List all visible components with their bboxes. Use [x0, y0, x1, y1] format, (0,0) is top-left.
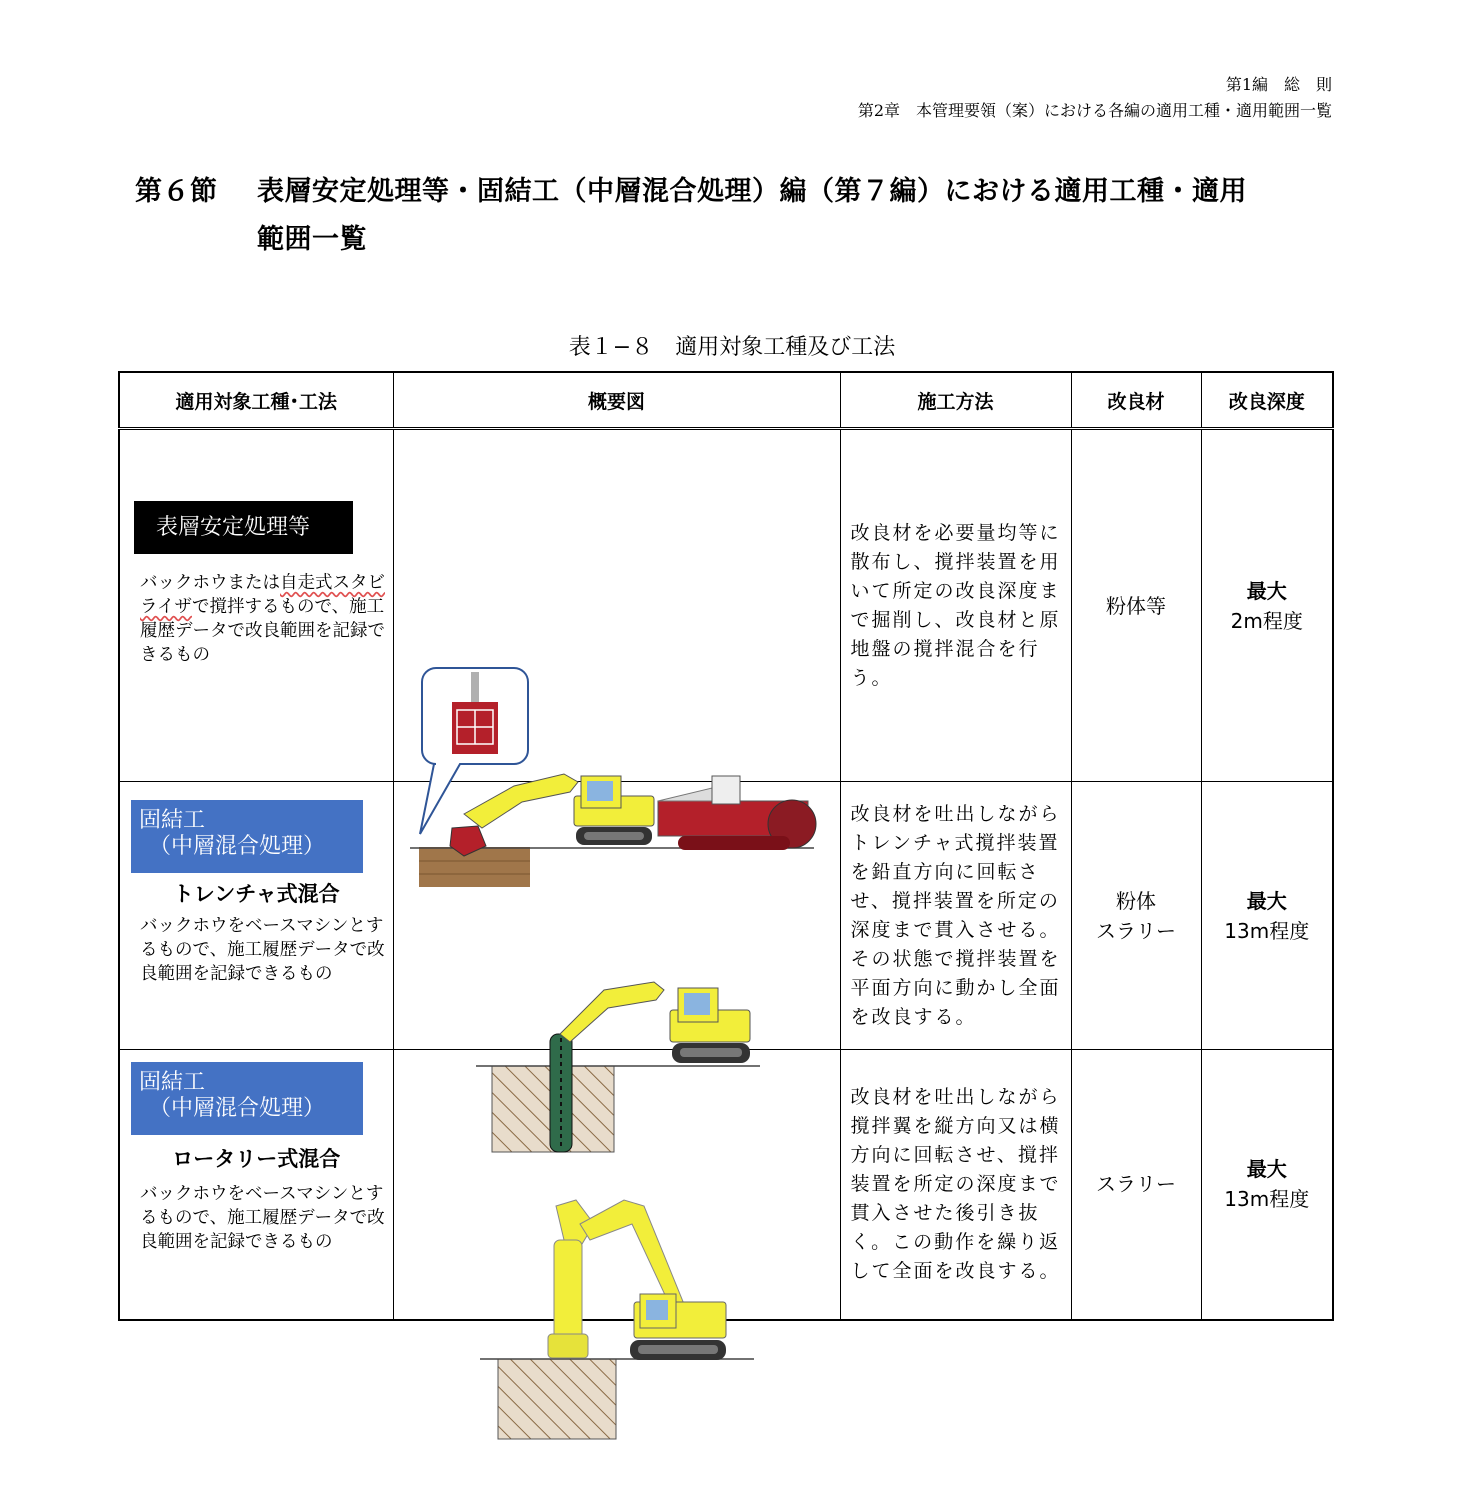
depth-label: 最大 [1246, 888, 1287, 913]
material-cell [1071, 782, 1201, 1050]
section-title-line2: 範囲一覧 [257, 224, 367, 255]
method-description: バックホウをベースマシンとするもので、施工履歴データで改良範囲を記録できるもの [140, 916, 385, 984]
method-table [118, 371, 1334, 1321]
badge-line: （中層混合処理） [149, 834, 326, 859]
depth-value: 2m程度 [1230, 608, 1303, 633]
desc-text: で撹拌するもので、施工履歴データで改良範囲を記録できるもの [140, 597, 385, 665]
header-cell: 改良深度 [1201, 372, 1333, 429]
desc-highlight: 自走式スタビライザ [140, 573, 385, 617]
depth-label: 最大 [1246, 578, 1287, 603]
material-cell: 粉体等 [1071, 429, 1201, 782]
badge-line: （中層混合処理） [149, 1096, 326, 1121]
table-caption: 表１−８ 適用対象工種及び工法 [568, 335, 896, 360]
depth-value: 13m程度 [1224, 918, 1310, 943]
diagram-cell [393, 1050, 840, 1320]
method-procedure: 改良材を必要量均等に散布し、撹拌装置を用いて所定の改良深度まで掘削し、改良材と原地盤の撹拌混合を行う。 [840, 429, 1071, 782]
rotary-diagram [394, 1184, 841, 1454]
diagram-cell [393, 782, 840, 1050]
header-part: 第1編 総 則 [1225, 75, 1332, 94]
badge-line: 固結工 [139, 1070, 206, 1095]
desc-text: バックホウまたは [140, 573, 280, 593]
section-number: 第６節 [135, 176, 218, 207]
badge-line: 固結工 [139, 808, 206, 833]
section-title-line1: 表層安定処理等・固結工（中層混合処理）編（第７編）における適用工種・適用 [257, 176, 1247, 207]
section-title [135, 168, 1335, 264]
table-header-row [119, 372, 1333, 429]
header-cell: 適用対象工種･工法 [119, 372, 393, 429]
diagram-cell [393, 429, 840, 782]
method-badge: 表層安定処理等 [134, 501, 353, 554]
method-description [140, 571, 390, 667]
method-subname: ロータリー式混合 [172, 1147, 341, 1171]
material-line: スラリー [1096, 918, 1176, 943]
method-name-cell [119, 1050, 393, 1320]
header-cell: 概要図 [393, 372, 840, 429]
header-chapter: 第2章 本管理要領（案）における各編の適用工種・適用範囲一覧 [857, 101, 1332, 120]
table-row [119, 782, 1333, 1050]
method-name-cell [119, 782, 393, 1050]
table-row [119, 1050, 1333, 1320]
method-badge [131, 800, 363, 873]
material-line: 粉体 [1116, 888, 1156, 913]
depth-cell [1201, 782, 1333, 1050]
depth-value: 13m程度 [1224, 1187, 1310, 1212]
material-cell: スラリー [1071, 1050, 1201, 1320]
header-cell: 改良材 [1071, 372, 1201, 429]
method-subname: トレンチャ式混合 [172, 882, 340, 906]
method-procedure: 改良材を吐出しながらトレンチャ式撹拌装置を鉛直方向に回転させ、撹拌装置を所定の深度まで貫入させる。その状態で撹拌装置を平面方向に動かし全面を改良する。 [840, 782, 1071, 1050]
header-cell: 施工方法 [840, 372, 1071, 429]
method-name-cell [119, 429, 393, 782]
table-row [119, 429, 1333, 782]
depth-label: 最大 [1246, 1157, 1287, 1182]
depth-cell [1201, 429, 1333, 782]
method-procedure: 改良材を吐出しながら撹拌翼を縦方向又は横方向に回転させ、撹拌装置を所定の深度まで貫入させた後引き抜く。この動作を繰り返して全面を改良する。 [840, 1050, 1071, 1320]
depth-cell [1201, 1050, 1333, 1320]
method-description: バックホウをベースマシンとするもので、施工履歴データで改良範囲を記録できるもの [140, 1184, 385, 1252]
method-badge [131, 1062, 363, 1135]
